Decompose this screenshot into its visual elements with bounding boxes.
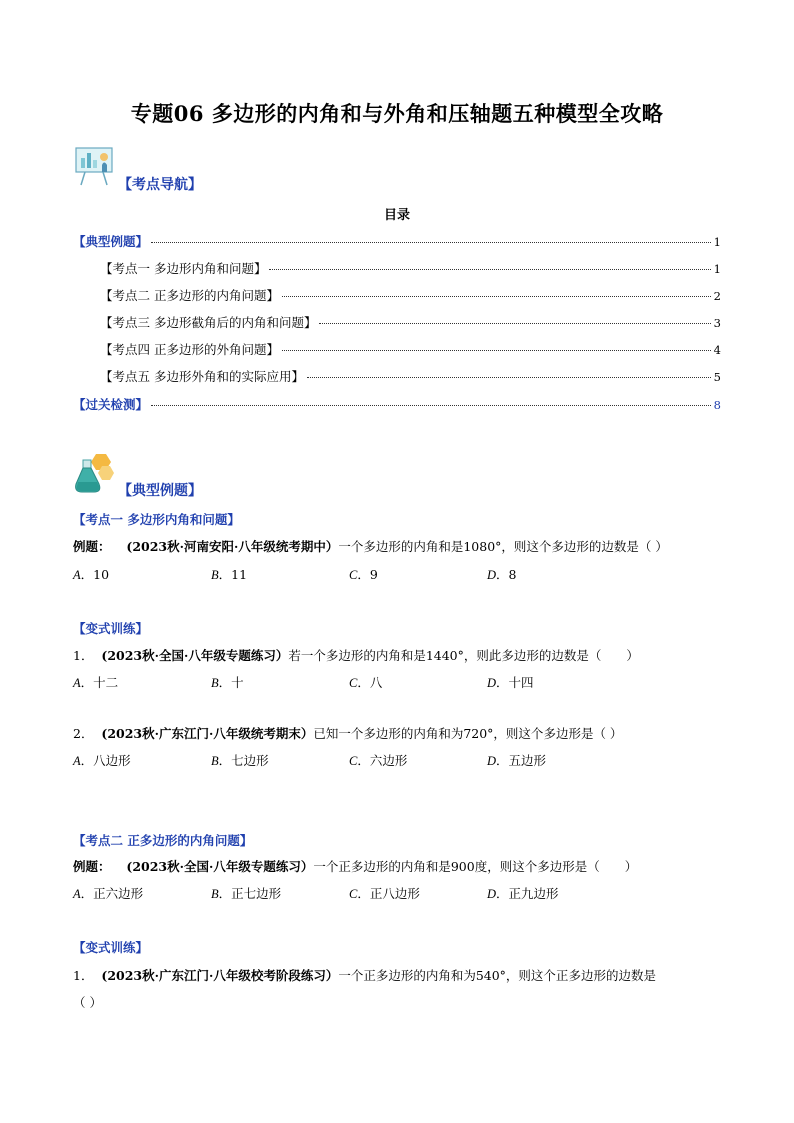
toc-row-typical[interactable] (73, 232, 721, 250)
kd1-example (73, 537, 668, 555)
question-source: (2023秋·河南安阳·八年级统考期中） (126, 539, 339, 554)
teacher-board-icon (73, 145, 117, 187)
question-num: 2． (73, 726, 94, 741)
question-text: 若一个多边形的内角和是1440°，则此多边形的边数是（ ） (288, 648, 639, 663)
option-d[interactable]: D．8 (487, 567, 517, 582)
toc-label: 【考点四 正多边形的外角问题】 (100, 342, 279, 357)
kd1-q1 (73, 646, 639, 664)
toc-page: 4 (713, 343, 721, 357)
question-num: 1． (73, 648, 94, 663)
typical-label: 【典型例题】 (118, 483, 202, 499)
option-a[interactable]: A．八边形 (73, 753, 131, 768)
kd2-heading: 【考点二 正多边形的内角问题】 (73, 833, 253, 848)
question-text: 已知一个多边形的内角和为720°，则这个多边形是（ ） (313, 726, 623, 741)
toc-row-check[interactable] (73, 395, 721, 413)
option-b[interactable]: B．正七边形 (211, 886, 282, 901)
nav-label: 【考点导航】 (118, 177, 202, 193)
toc-leader (282, 296, 711, 297)
toc-page: 8 (713, 398, 721, 412)
toc-leader (319, 323, 710, 324)
toc-label: 【过关检测】 (73, 397, 149, 412)
toc-page: 3 (713, 316, 721, 330)
option-c[interactable]: C．六边形 (349, 753, 408, 768)
flask-icon (72, 452, 116, 496)
toc-leader (151, 242, 711, 243)
question-source: (2023秋·全国·八年级专题练习） (101, 648, 289, 663)
question-text: 一个正多边形的内角和为540°，则这个正多边形的边数是 (338, 968, 656, 983)
toc-row-kd2[interactable] (100, 286, 721, 304)
kd1-q2 (73, 724, 622, 742)
question-source: (2023秋·广东江门·八年级统考期末） (101, 726, 314, 741)
option-d[interactable]: D．五边形 (487, 753, 547, 768)
toc-row-kd1[interactable] (100, 259, 721, 277)
toc-label: 【考点三 多边形截角后的内角和问题】 (100, 315, 317, 330)
toc-row-kd4[interactable] (100, 340, 721, 358)
kd2-example (73, 857, 637, 875)
toc-heading: 目录 (383, 208, 410, 223)
toc-page: 1 (713, 262, 721, 276)
option-c[interactable]: C．正八边形 (349, 886, 420, 901)
toc-row-kd5[interactable] (100, 367, 721, 385)
toc-page: 2 (713, 289, 721, 303)
toc-leader (307, 377, 711, 378)
example-prefix: 例题： (73, 859, 111, 874)
toc-leader (151, 405, 711, 406)
option-c[interactable]: C．9 (349, 567, 378, 582)
toc-page: 5 (713, 370, 721, 384)
toc-label: 【考点五 多边形外角和的实际应用】 (100, 369, 304, 384)
option-a[interactable]: A．10 (73, 567, 110, 582)
toc-label: 【考点一 多边形内角和问题】 (100, 261, 267, 276)
example-prefix: 例题： (73, 539, 111, 554)
kd1-heading: 【考点一 多边形内角和问题】 (73, 512, 240, 527)
question-num: 1． (73, 968, 94, 983)
kd2-variant-label: 【变式训练】 (73, 940, 149, 955)
kd2-q1-continuation: （ ） (73, 995, 102, 1010)
question-source: (2023秋·全国·八年级专题练习） (126, 859, 314, 874)
toc-page: 1 (713, 235, 721, 249)
page-title: 专题06 多边形的内角和与外角和压轴题五种模型全攻略 (130, 101, 664, 126)
kd2-q1 (73, 966, 656, 984)
question-source: (2023秋·广东江门·八年级校考阶段练习） (101, 968, 339, 983)
option-a[interactable]: A．正六边形 (73, 886, 144, 901)
option-a[interactable]: A．十二 (73, 675, 119, 690)
toc-leader (282, 350, 711, 351)
toc-label: 【典型例题】 (73, 234, 149, 249)
option-b[interactable]: B．十 (211, 675, 244, 690)
option-d[interactable]: D．正九边形 (487, 886, 559, 901)
question-text: 一个正多边形的内角和是900度，则这个多边形是（ ） (313, 859, 638, 874)
option-b[interactable]: B．七边形 (211, 753, 269, 768)
option-c[interactable]: C．八 (349, 675, 383, 690)
toc-leader (269, 269, 710, 270)
kd1-variant-label: 【变式训练】 (73, 621, 149, 636)
option-b[interactable]: B．11 (211, 567, 248, 582)
question-text: 一个多边形的内角和是1080°，则这个多边形的边数是（ ） (338, 539, 668, 554)
toc-row-kd3[interactable] (100, 313, 721, 331)
toc-label: 【考点二 正多边形的内角问题】 (100, 288, 279, 303)
option-d[interactable]: D．十四 (487, 675, 534, 690)
